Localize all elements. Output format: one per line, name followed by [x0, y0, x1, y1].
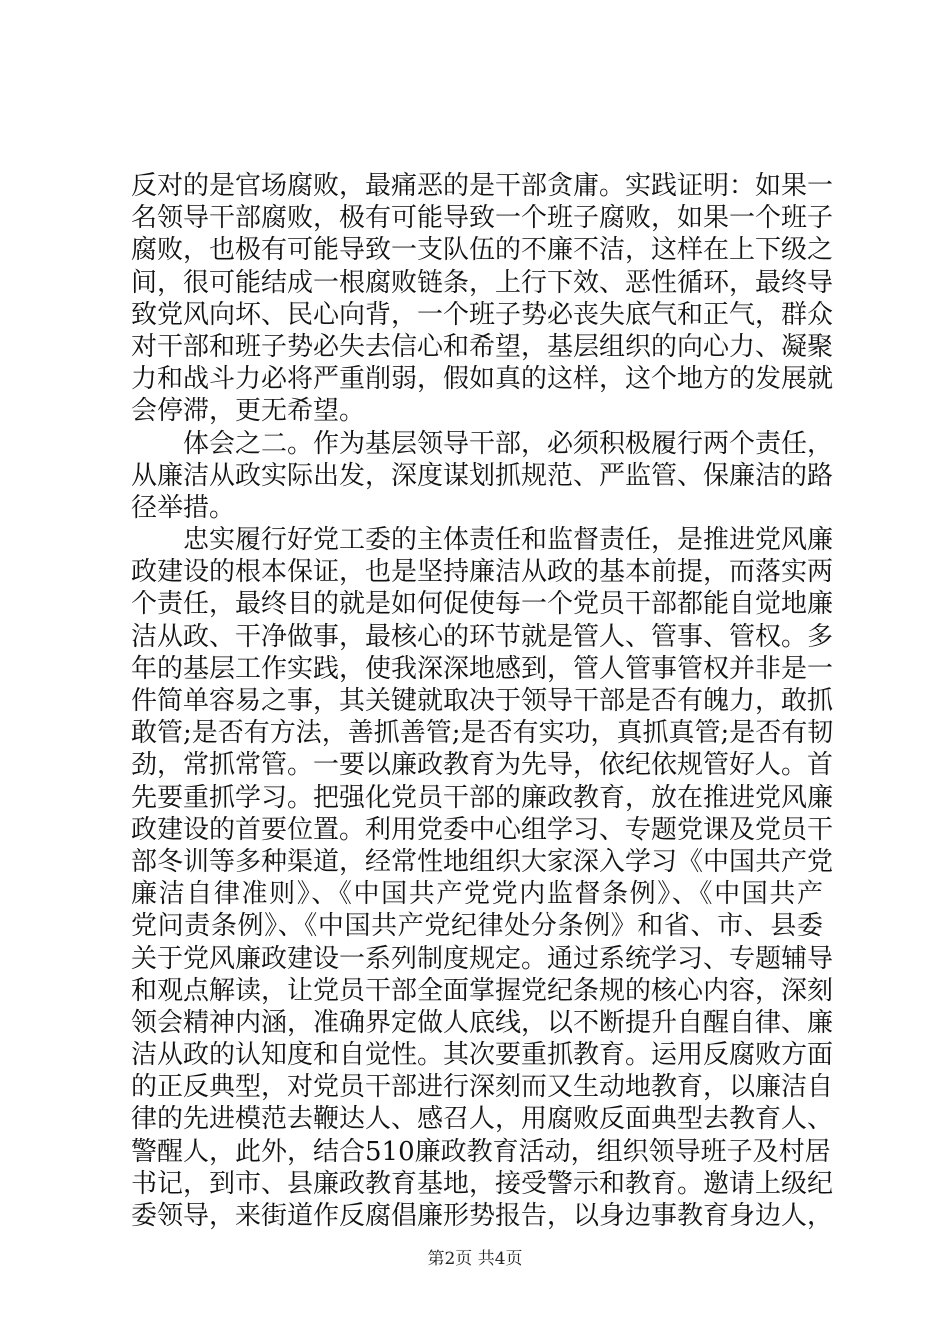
- text-line: 廉洁自律准则》、《中国共产党党内监督条例》、《中国共产: [131, 879, 823, 910]
- text-line: 对干部和班子势必失去信心和希望，基层组织的向心力、凝聚: [131, 331, 834, 362]
- text-line: 洁从政、干净做事，最核心的环节就是管人、管事、管权。多: [131, 621, 834, 652]
- text-line: 径举措。: [131, 492, 236, 523]
- text-line: 委领导，来街道作反腐倡廉形势报告，以身边事教育身边人，: [131, 1201, 834, 1231]
- text-line: 先要重抓学习。把强化党员干部的廉政教育，放在推进党风廉: [131, 782, 834, 813]
- text-line: 的正反典型，对党员干部进行深刻而又生动地教育，以廉洁自: [131, 1072, 834, 1103]
- text-line: 年的基层工作实践，使我深深地感到，管人管事管权并非是一: [131, 653, 834, 684]
- text-line: 警醒人，此外，结合510廉政教育活动，组织领导班子及村居: [131, 1136, 831, 1167]
- text-line: 件简单容易之事，其关键就取决于领导干部是否有魄力，敢抓: [131, 686, 834, 716]
- text-line: 部冬训等多种渠道，经常性地组织大家深入学习《中国共产党: [131, 846, 834, 877]
- text-line: 书记，到市、县廉政教育基地，接受警示和教育。邀请上级纪: [131, 1168, 834, 1199]
- text-line: 忠实履行好党工委的主体责任和监督责任，是推进党风廉: [183, 525, 834, 556]
- text-line: 反对的是官场腐败，最痛恶的是干部贪庸。实践证明：如果一: [131, 171, 834, 201]
- text-line: 和观点解读，让党员干部全面掌握党纪条规的核心内容，深刻: [131, 975, 834, 1006]
- text-line: 体会之二。作为基层领导干部，必须积极履行两个责任，: [183, 428, 834, 459]
- text-line: 从廉洁从政实际出发，深度谋划抓规范、严监管、保廉洁的路: [131, 460, 834, 491]
- page-number: 第2页 共4页: [427, 1249, 523, 1269]
- text-line: 名领导干部腐败，极有可能导致一个班子腐败，如果一个班子: [131, 203, 834, 234]
- text-line: 洁从政的认知度和自觉性。其次要重抓教育。运用反腐败方面: [131, 1040, 834, 1071]
- text-line: 党问责条例》、《中国共产党纪律处分条例》和省、市、县委: [131, 911, 823, 942]
- text-line: 劲，常抓常管。一要以廉政教育为先导，依纪依规管好人。首: [131, 750, 834, 781]
- text-line: 领会精神内涵，准确界定做人底线，以不断提升自醒自律、廉: [131, 1007, 834, 1038]
- body-text: [131, 170, 834, 1232]
- text-line: 间，很可能结成一根腐败链条，上行下效、恶性循环，最终导: [131, 267, 834, 298]
- text-line: 政建设的首要位置。利用党委中心组学习、专题党课及党员干: [131, 814, 834, 845]
- text-line: 政建设的根本保证，也是坚持廉洁从政的基本前提，而落实两: [131, 557, 834, 588]
- text-line: 会停滞，更无希望。: [131, 396, 366, 427]
- text-line: 个责任，最终目的就是如何促使每一个党员干部都能自觉地廉: [131, 589, 834, 620]
- text-line: 敢管;是否有方法，善抓善管;是否有实功，真抓真管;是否有韧: [131, 718, 834, 749]
- text-line: 律的先进模范去鞭达人、感召人，用腐败反面典型去教育人、: [131, 1104, 834, 1135]
- text-line: 力和战斗力必将严重削弱，假如真的这样，这个地方的发展就: [131, 364, 834, 395]
- text-line: 致党风向坏、民心向背，一个班子势必丧失底气和正气，群众: [131, 299, 834, 330]
- text-line: 关于党风廉政建设一系列制度规定。通过系统学习、专题辅导: [131, 943, 834, 974]
- text-line: 腐败，也极有可能导致一支队伍的不廉不洁，这样在上下级之: [131, 235, 834, 266]
